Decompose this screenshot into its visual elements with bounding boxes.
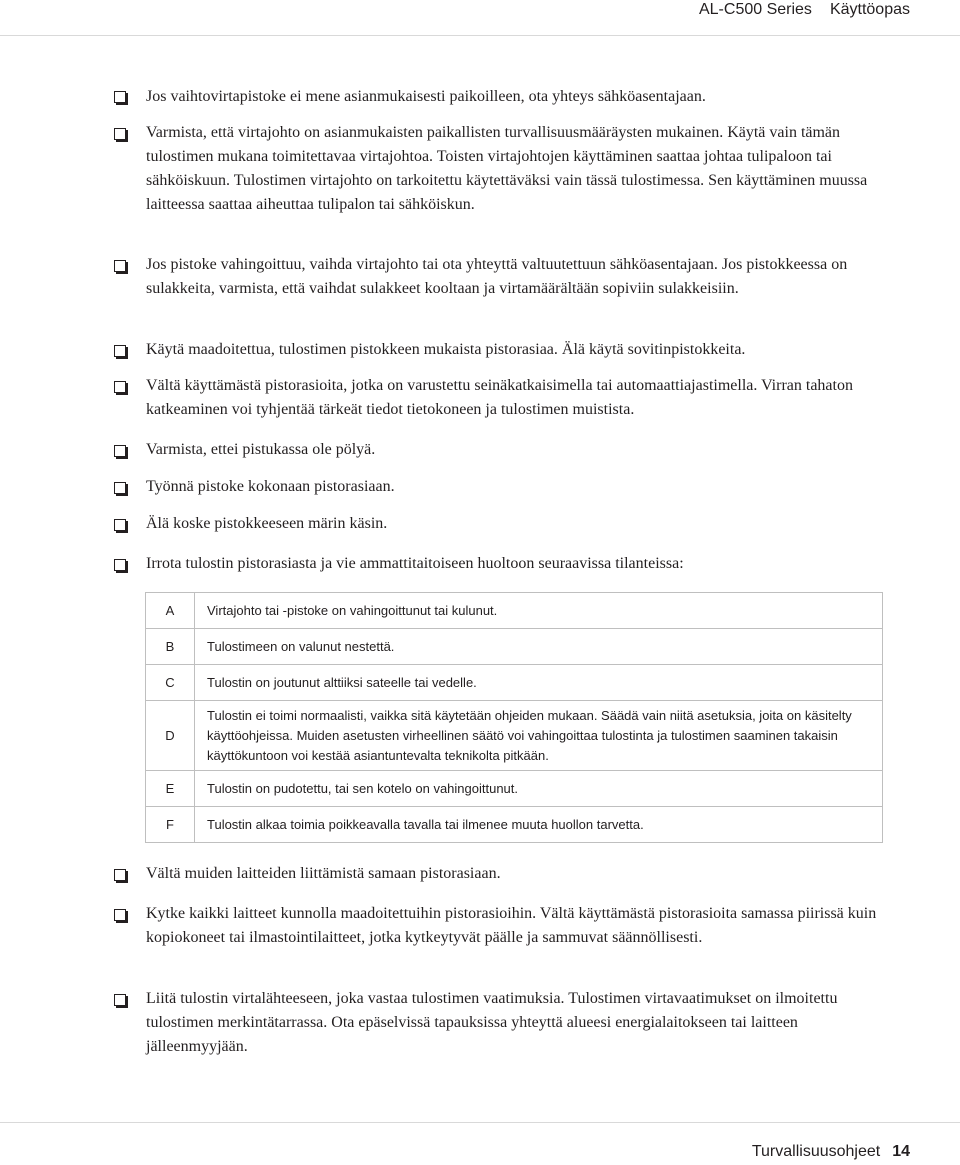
- bullet-item: Työnnä pistoke kokonaan pistorasiaan.: [146, 478, 395, 495]
- header-text: [699, 1, 910, 19]
- service-conditions-table: [145, 592, 883, 843]
- bullet-checkbox-icon: [114, 869, 126, 881]
- condition-text: Virtajohto tai -pistoke on vahingoittunut tai kulunut.: [195, 593, 883, 629]
- page-number: 14: [892, 1143, 910, 1160]
- table-row: [146, 701, 883, 771]
- bullet-item: Liitä tulostin virtalähteeseen, joka vastaa tulostimen vaatimuksia. Tulostimen virtavaatimukset on ilmoitettu tulostimen merkintätarrassa. Ota epäselvissä tapauksissa yhteyttä alueesi energialaitokseen tai laitteen jälleenmyyjään.: [146, 990, 838, 1055]
- table-row: [146, 665, 883, 701]
- table-row: [146, 593, 883, 629]
- condition-text: Tulostimeen on valunut nestettä.: [195, 629, 883, 665]
- bullet-checkbox-icon: [114, 260, 126, 272]
- bullet-item: Jos pistoke vahingoittuu, vaihda virtajohto tai ota yhteyttä valtuutettuun sähköasentajaan. Jos pistokkeessa on sulakkeita, varmista, että vaihdat sulakkeet kooltaan ja virtamäärältään sopiviin sulakkeisiin.: [146, 256, 848, 297]
- bullet-checkbox-icon: [114, 559, 126, 571]
- bullet-item: Käytä maadoitettua, tulostimen pistokkeen mukaista pistorasiaa. Älä käytä sovitinpistokkeita.: [146, 341, 746, 358]
- page-footer: [0, 1122, 960, 1165]
- condition-text: Tulostin on joutunut alttiiksi sateelle tai vedelle.: [195, 665, 883, 701]
- bullet-checkbox-icon: [114, 91, 126, 103]
- bullet-checkbox-icon: [114, 381, 126, 393]
- bullet-item: Vältä muiden laitteiden liittämistä samaan pistorasiaan.: [146, 865, 501, 882]
- page-header: [0, 0, 960, 36]
- condition-key: C: [146, 665, 195, 701]
- condition-text: Tulostin on pudotettu, tai sen kotelo on vahingoittunut.: [195, 771, 883, 807]
- condition-key: F: [146, 807, 195, 843]
- bullet-item: Älä koske pistokkeeseen märin käsin.: [146, 515, 388, 532]
- bullet-checkbox-icon: [114, 909, 126, 921]
- condition-key: D: [146, 701, 195, 771]
- condition-text: Tulostin alkaa toimia poikkeavalla tavalla tai ilmenee muuta huollon tarvetta.: [195, 807, 883, 843]
- bullet-checkbox-icon: [114, 345, 126, 357]
- table-row: [146, 629, 883, 665]
- bullet-checkbox-icon: [114, 994, 126, 1006]
- bullet-checkbox-icon: [114, 482, 126, 494]
- table-row: [146, 771, 883, 807]
- bullet-item: Kytke kaikki laitteet kunnolla maadoitettuihin pistorasioihin. Vältä käyttämästä pistorasioita samassa piirissä kuin kopiokoneet tai ilmastointilaitteet, jotka kytkeytyvät päälle ja sammuvat säännöllisesti.: [146, 905, 877, 946]
- bullet-item: Varmista, ettei pistukassa ole pölyä.: [146, 441, 376, 458]
- condition-key: B: [146, 629, 195, 665]
- header-product: AL-C500 Series: [698, 1, 812, 18]
- bullet-checkbox-icon: [114, 128, 126, 140]
- footer-section: Turvallisuusohjeet: [751, 1143, 881, 1160]
- table-row: [146, 807, 883, 843]
- bullet-item: Irrota tulostin pistorasiasta ja vie ammattitaitoiseen huoltoon seuraavissa tilanteissa:: [146, 555, 684, 572]
- bullet-checkbox-icon: [114, 445, 126, 457]
- footer-text: [752, 1143, 910, 1161]
- bullet-item: Jos vaihtovirtapistoke ei mene asianmukaisesti paikoilleen, ota yhteys sähköasentajaan.: [146, 88, 706, 105]
- condition-key: A: [146, 593, 195, 629]
- bullet-item: Vältä käyttämästä pistorasioita, jotka on varustettu seinäkatkaisimella tai automaattiajastimella. Virran tahaton katkeaminen voi tyhjentää tärkeät tiedot tietokoneen ja tulostimen muistista.: [146, 377, 853, 418]
- condition-key: E: [146, 771, 195, 807]
- header-guide: Käyttöopas: [829, 1, 910, 18]
- bullet-item: Varmista, että virtajohto on asianmukaisten paikallisten turvallisuusmääräysten mukainen. Käytä vain tämän tulostimen mukana toimitettavaa virtajohtoa. Toisten virtajohtojen käyttäminen saattaa johtaa tulipaloon tai sähköiskuun. Tulostimen virtajohto on tarkoitettu käytettäväksi vain tässä tulostimessa. Sen käyttäminen muussa laitteessa saattaa aiheuttaa tulipalon tai sähköiskun.: [146, 124, 868, 213]
- bullet-checkbox-icon: [114, 519, 126, 531]
- condition-text: Tulostin ei toimi normaalisti, vaikka sitä käytetään ohjeiden mukaan. Säädä vain niitä asetuksia, joita on käsitelty käyttöohjeissa. Muiden asetusten virheellinen säätö voi vahingoittaa tulostinta ja tulostimen saaminen takaisin käyttökuntoon voi kestää asiantuntevalta teknikolta pitkään.: [195, 701, 883, 771]
